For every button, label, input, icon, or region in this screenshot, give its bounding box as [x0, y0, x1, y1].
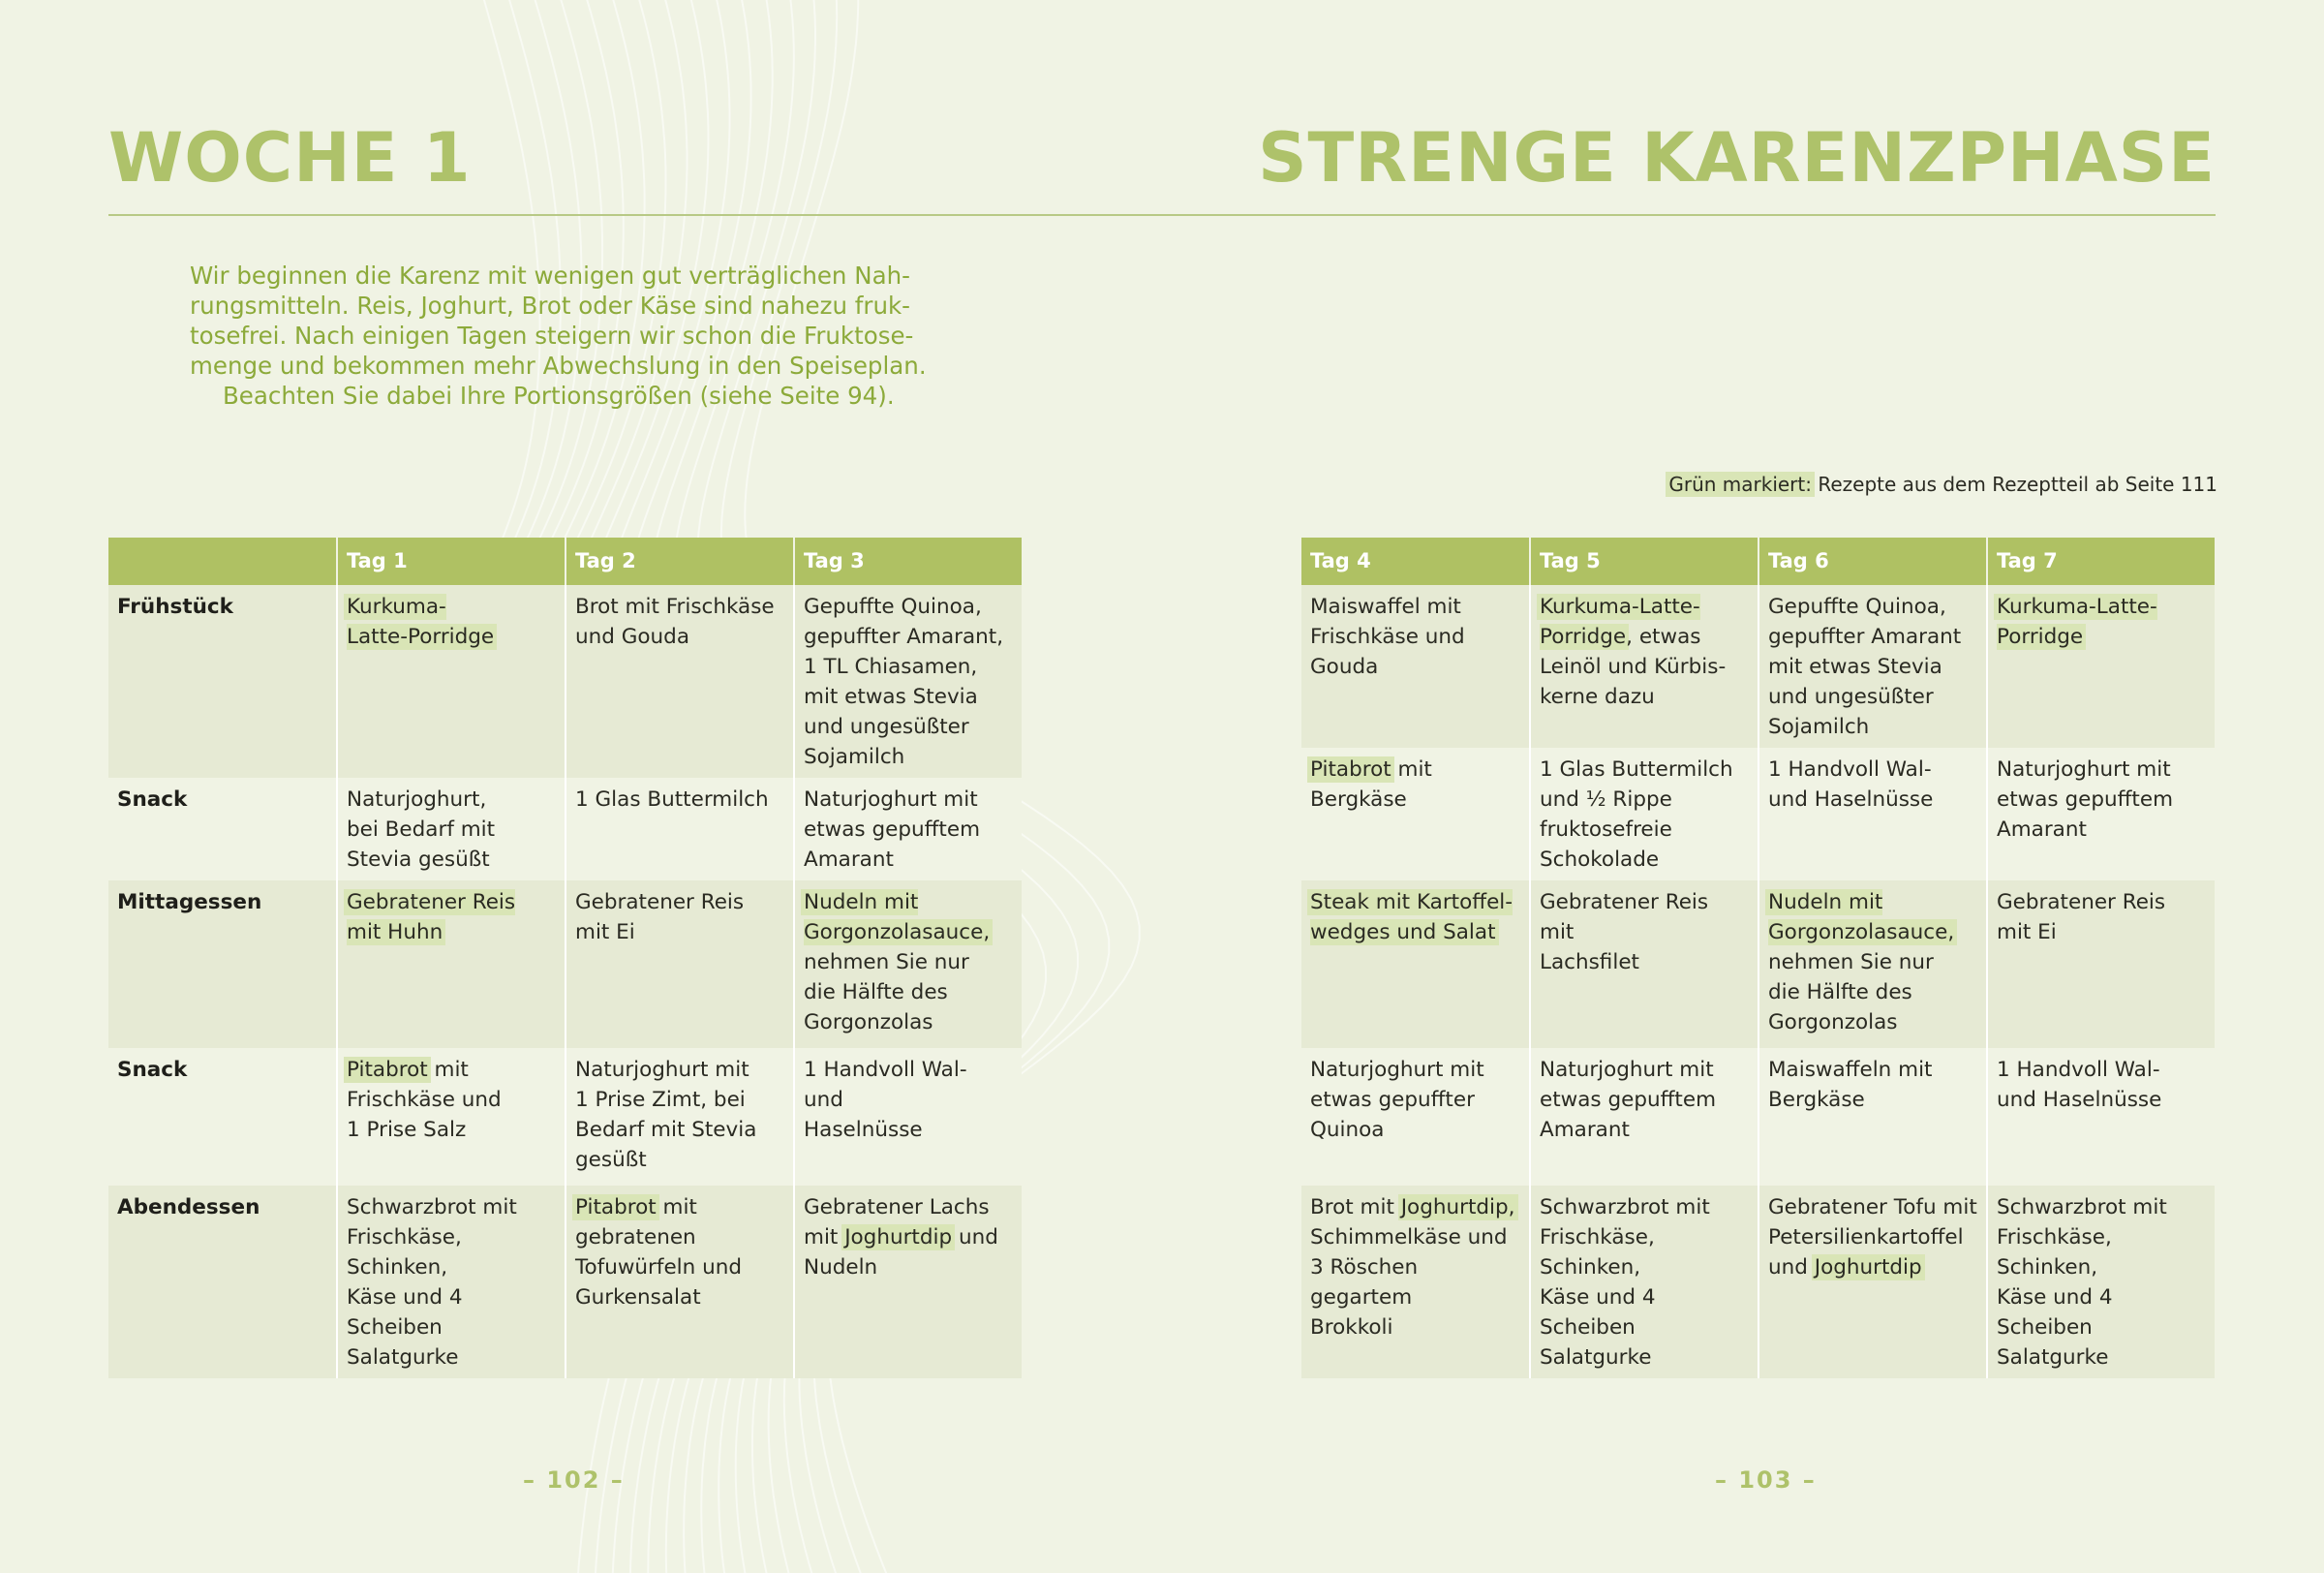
- recipe-highlight: Nudeln mit Gorgonzolasauce,: [1768, 890, 1955, 944]
- meal-cell: [337, 585, 566, 778]
- cell-text: Gebratener Reis mit Ei: [575, 890, 745, 944]
- intro-line: tosefrei. Nach einigen Tagen steigern wir schon die Fruktose-: [190, 322, 914, 350]
- cell-text: Gebratener Lachs mit: [804, 1195, 990, 1249]
- cell-text: Gebratener Reis mit Lachsfilet: [1540, 890, 1709, 974]
- intro-line: menge und bekommen mehr Abwechslung in den Speiseplan.: [190, 352, 927, 380]
- table-row: [1301, 1048, 2215, 1186]
- table-row: [108, 1048, 1022, 1186]
- page-number-right: – 103 –: [1715, 1466, 1817, 1494]
- meal-cell: [1987, 1048, 2215, 1186]
- cell-text: Naturjoghurt mit 1 Prise Zimt, bei Bedarf mit Stevia gesüßt: [575, 1058, 757, 1172]
- table-row: [108, 585, 1022, 778]
- meal-cell: [1530, 880, 1758, 1048]
- meal-label: Snack: [108, 778, 337, 880]
- meal-label: Mittagessen: [108, 880, 337, 1048]
- intro-line: rungsmitteln. Reis, Joghurt, Brot oder Käse sind nahezu fruk-: [190, 292, 911, 320]
- day-header: Tag 7: [1987, 538, 2215, 585]
- meal-cell: [1758, 1186, 1987, 1378]
- meal-cell: [566, 585, 794, 778]
- table-row: [1301, 585, 2215, 748]
- table-row: [1301, 748, 2215, 880]
- meal-cell: [1758, 880, 1987, 1048]
- meal-cell: [794, 585, 1022, 778]
- meal-header-blank: [108, 538, 337, 585]
- meal-cell: [1987, 880, 2215, 1048]
- meal-cell: [1758, 748, 1987, 880]
- meal-cell: [566, 880, 794, 1048]
- intro-paragraph: [190, 261, 945, 411]
- recipe-highlight: Nudeln mit Gorgonzolasauce,: [804, 890, 991, 944]
- meal-cell: [1530, 1186, 1758, 1378]
- cell-text: 1 Handvoll Wal- und Haselnüsse: [1768, 757, 1934, 812]
- recipe-highlight: Pitabrot: [347, 1058, 428, 1082]
- day-header: Tag 5: [1530, 538, 1758, 585]
- meal-cell: [1530, 585, 1758, 748]
- meal-cell: [1301, 748, 1530, 880]
- recipe-highlight: Joghurtdip: [1814, 1255, 1922, 1280]
- meal-cell: [794, 880, 1022, 1048]
- day-header: Tag 3: [794, 538, 1022, 585]
- meal-plan-table-right: [1301, 538, 2215, 1378]
- intro-line: Beachten Sie dabei Ihre Portionsgrößen (siehe Seite 94).: [223, 382, 895, 410]
- cell-text: 1 Handvoll Wal- und Haselnüsse: [1997, 1058, 2162, 1112]
- meal-cell: [566, 1048, 794, 1186]
- meal-label: Frühstück: [108, 585, 337, 778]
- cell-text: Gepuffte Quinoa, gepuffter Amarant mit etwas Stevia und ungesüßter Sojamilch: [1768, 595, 1962, 739]
- cell-text: 1 Glas Buttermilch: [575, 787, 769, 812]
- intro-line: Wir beginnen die Karenz mit wenigen gut verträglichen Nah-: [190, 262, 910, 290]
- meal-cell: [337, 1048, 566, 1186]
- meal-cell: [1987, 585, 2215, 748]
- table-header-row: [108, 538, 1022, 585]
- cell-text: Brot mit: [1310, 1195, 1401, 1219]
- recipe-highlight: Joghurtdip,: [1400, 1195, 1515, 1219]
- recipe-highlight: Pitabrot: [575, 1195, 657, 1219]
- meal-cell: [1301, 585, 1530, 748]
- meal-cell: [1530, 748, 1758, 880]
- meal-cell: [1301, 880, 1530, 1048]
- recipe-highlight: Pitabrot: [1310, 757, 1391, 782]
- cell-text: 1 Handvoll Wal- und Haselnüsse: [804, 1058, 967, 1142]
- cell-text: Brot mit Frischkäse und Gouda: [575, 595, 775, 649]
- meal-cell: [794, 778, 1022, 880]
- recipe-highlight: Kurkuma-Latte- Porridge: [1540, 595, 1700, 649]
- meal-cell: [1758, 1048, 1987, 1186]
- meal-cell: [794, 1186, 1022, 1378]
- meal-cell: [1987, 748, 2215, 880]
- cell-text: Naturjoghurt mit etwas gepufftem Amarant: [1997, 757, 2174, 842]
- meal-cell: [1301, 1186, 1530, 1378]
- cell-text: mit Bergkäse: [1310, 757, 1432, 812]
- meal-cell: [566, 778, 794, 880]
- cell-text: Gepuffte Quinoa, gepuffter Amarant, 1 TL Chiasamen, mit etwas Stevia und ungesüßter Sojamilch: [804, 595, 1004, 769]
- table-row: [108, 1186, 1022, 1378]
- meal-cell: [1758, 585, 1987, 748]
- cell-text: Gebratener Reis mit Ei: [1997, 890, 2166, 944]
- cell-text: Schwarzbrot mit Frischkäse, Schinken, Käse und 4 Scheiben Salatgurke: [1997, 1195, 2167, 1370]
- cell-text: Maiswaffel mit Frischkäse und Gouda: [1310, 595, 1465, 679]
- table-row: [108, 880, 1022, 1048]
- meal-cell: [1301, 1048, 1530, 1186]
- meal-label: Abendessen: [108, 1186, 337, 1378]
- recipe-highlight: Joghurtdip: [844, 1225, 953, 1249]
- cell-text: Naturjoghurt, bei Bedarf mit Stevia gesüßt: [347, 787, 496, 872]
- cell-text: Schwarzbrot mit Frischkäse, Schinken, Käse und 4 Scheiben Salatgurke: [347, 1195, 517, 1370]
- legend-marked-label: Grün markiert:: [1668, 473, 1812, 496]
- recipe-highlight: Kurkuma-Latte- Porridge: [1997, 595, 2157, 649]
- cell-text: Maiswaffeln mit Bergkäse: [1768, 1058, 1933, 1112]
- meal-cell: [337, 778, 566, 880]
- page-title-phase: STRENGE KARENZPHASE: [1258, 118, 2216, 198]
- day-header: Tag 2: [566, 538, 794, 585]
- cell-text: nehmen Sie nur die Hälfte des Gorgonzolas: [1768, 950, 1934, 1034]
- cell-text: Naturjoghurt mit etwas gepuffter Quinoa: [1310, 1058, 1484, 1142]
- cell-text: und Nudeln: [804, 1225, 998, 1280]
- day-header: Tag 6: [1758, 538, 1987, 585]
- legend-text: Rezepte aus dem Rezeptteil ab Seite 111: [1811, 473, 2217, 496]
- table-row: [1301, 1186, 2215, 1378]
- table-row: [108, 778, 1022, 880]
- cell-text: nehmen Sie nur die Hälfte des Gorgonzolas: [804, 950, 969, 1034]
- meal-cell: [794, 1048, 1022, 1186]
- highlight-legend: [1668, 469, 2217, 500]
- table-header-row: [1301, 538, 2215, 585]
- recipe-highlight: Steak mit Kartoffel- wedges und Salat: [1310, 890, 1514, 944]
- meal-cell: [566, 1186, 794, 1378]
- cell-text: mit gebratenen Tofuwürfeln und Gurkensalat: [575, 1195, 743, 1310]
- meal-cell: [1530, 1048, 1758, 1186]
- title-divider: [108, 214, 2216, 216]
- meal-cell: [1987, 1186, 2215, 1378]
- recipe-highlight: Kurkuma- Latte-Porridge: [347, 595, 495, 649]
- day-header: Tag 1: [337, 538, 566, 585]
- page-title-week: WOCHE 1: [108, 118, 472, 198]
- meal-cell: [337, 1186, 566, 1378]
- meal-cell: [337, 880, 566, 1048]
- cell-text: Schimmelkäse und 3 Röschen gegartem Brokkoli: [1310, 1225, 1508, 1340]
- cell-text: Naturjoghurt mit etwas gepufftem Amarant: [804, 787, 981, 872]
- page-number-left: – 102 –: [523, 1466, 625, 1494]
- cell-text: , etwas Leinöl und Kürbis- kerne dazu: [1540, 625, 1727, 709]
- day-header: Tag 4: [1301, 538, 1530, 585]
- cell-text: mit Frischkäse und 1 Prise Salz: [347, 1058, 502, 1142]
- meal-label: Snack: [108, 1048, 337, 1186]
- recipe-highlight: Gebratener Reis mit Huhn: [347, 890, 516, 944]
- meal-plan-table-left: [108, 538, 1022, 1378]
- cell-text: Schwarzbrot mit Frischkäse, Schinken, Käse und 4 Scheiben Salatgurke: [1540, 1195, 1710, 1370]
- table-row: [1301, 880, 2215, 1048]
- cell-text: 1 Glas Buttermilch und ½ Rippe fruktosefreie Schokolade: [1540, 757, 1733, 872]
- cell-text: Gebratener Tofu mit Petersilienkartoffel und: [1768, 1195, 1977, 1280]
- cell-text: Naturjoghurt mit etwas gepufftem Amarant: [1540, 1058, 1717, 1142]
